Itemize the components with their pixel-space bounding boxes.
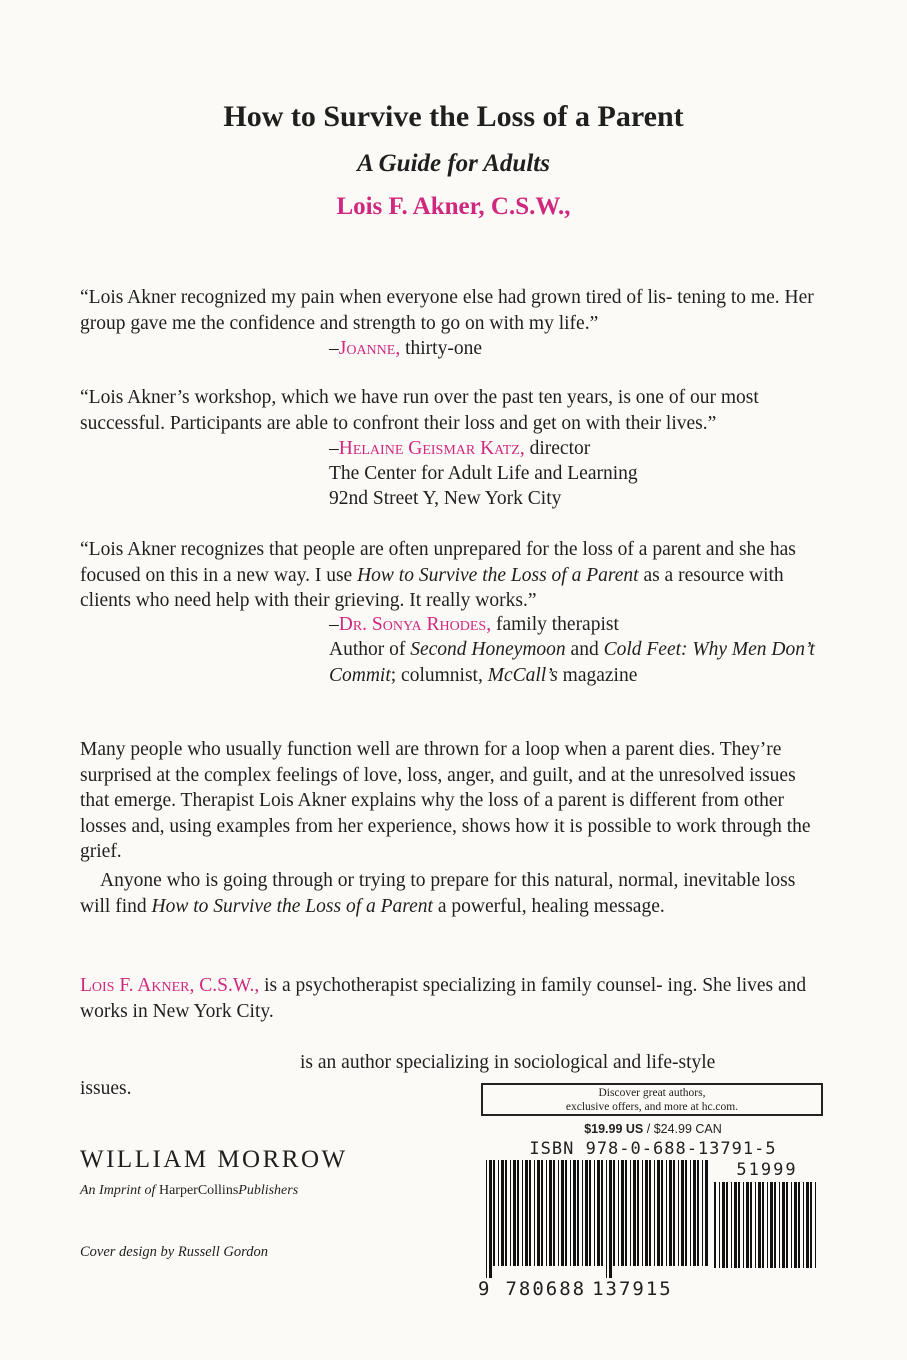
barcode-bar [577, 1160, 579, 1266]
bio-author-name: Lois F. Akner, C.S.W., [80, 975, 260, 996]
barcode-bar [637, 1160, 639, 1266]
barcode-digits-group2: 137915 [592, 1278, 673, 1300]
barcode-bar [606, 1160, 607, 1278]
credentials-prefix: Author of [329, 639, 411, 660]
barcode-bar [565, 1160, 567, 1266]
barcode-bar [522, 1160, 523, 1266]
barcode-bar [743, 1182, 744, 1268]
barcode-bar [755, 1182, 756, 1268]
barcode-bar [549, 1160, 552, 1266]
barcode-bar [493, 1160, 495, 1266]
credentials-book2: Cold Feet: Why Men Don’t Commit [329, 639, 815, 686]
barcode-bar [697, 1160, 699, 1266]
barcode-bar [726, 1182, 728, 1268]
barcode-bar [649, 1160, 651, 1266]
price-code-digits: 51999 [736, 1160, 798, 1180]
barcode-bar [529, 1160, 531, 1266]
barcode-bar [505, 1160, 507, 1266]
credentials-mid: ; columnist, [390, 664, 488, 686]
barcode-bar [762, 1182, 764, 1268]
barcode-bar [669, 1160, 672, 1266]
barcode-bar [806, 1182, 809, 1268]
barcode-bar [534, 1160, 535, 1266]
barcode-bar [702, 1160, 703, 1266]
barcode-bar [758, 1182, 761, 1268]
barcode-bar [734, 1182, 737, 1268]
author-name: Lois F. Akner, C.S.W., [336, 193, 571, 220]
promo-line-1: Discover great authors, [598, 1087, 706, 1099]
barcode-bar [642, 1160, 643, 1266]
barcode-bar [498, 1160, 499, 1266]
barcode-bar [722, 1182, 725, 1268]
quote-1-attribution: –Joanne, thirty-one [329, 338, 482, 359]
barcode-bar [810, 1182, 812, 1268]
barcode-bar [786, 1182, 788, 1268]
promo-box [481, 1083, 823, 1116]
coauthor-bio-line1: is an author specializing in sociological and life-style [300, 1052, 716, 1073]
barcode-bar [774, 1182, 776, 1268]
barcode-bar [782, 1182, 785, 1268]
barcode-bar [625, 1160, 627, 1266]
barcode-bar [719, 1182, 720, 1268]
barcode-bar [779, 1182, 780, 1268]
barcode-bar [585, 1160, 588, 1266]
barcode-bar [553, 1160, 555, 1266]
quote-3-credentials [329, 637, 829, 688]
barcode-bar [815, 1182, 816, 1268]
barcode-bar [517, 1160, 519, 1266]
barcode-bar [558, 1160, 559, 1266]
barcode-bar [794, 1182, 797, 1268]
bio-text: is a psychotherapist specializing in family counsel- ing. She lives and works in New York City. [80, 975, 807, 1022]
price-barcode [712, 1182, 822, 1282]
cover-design-credit: Cover design by Russell Gordon [80, 1244, 268, 1260]
barcode-bar [654, 1160, 655, 1266]
barcode-bar [803, 1182, 804, 1268]
price-label [484, 1122, 822, 1136]
barcode-bar [525, 1160, 528, 1266]
barcode-bar [681, 1160, 684, 1266]
barcode-bar [746, 1182, 749, 1268]
barcode-bar [673, 1160, 675, 1266]
quote-3-text [80, 537, 820, 614]
description-para-2 [80, 868, 820, 919]
quote-2-role: director [524, 438, 591, 459]
barcode-bar [731, 1182, 732, 1268]
quote-2-org-line1: The Center for Adult Life and Learning [329, 463, 638, 484]
book-title: How to Survive the Loss of a Parent [223, 100, 684, 133]
price-can: $24.99 CAN [653, 1122, 722, 1136]
barcode-bar [693, 1160, 696, 1266]
description-para-2-suffix: a powerful, healing message. [432, 895, 665, 917]
quote-3-text-part2: as a resource with clients who need help with their grieving. It really works.” [80, 564, 784, 611]
barcode-bar [618, 1160, 619, 1266]
quote-2-attribution: –Helaine Geismar Katz, director [329, 438, 591, 459]
quote-1-name: Joanne, [338, 338, 401, 359]
credentials-magazine: McCall’s [487, 664, 558, 686]
barcode-bar [537, 1160, 540, 1266]
barcode-digit-first: 9 [478, 1278, 492, 1300]
quote-2-name: Helaine Geismar Katz, [338, 438, 525, 459]
coauthor-bio-line2: issues. [80, 1078, 132, 1099]
barcode-bar [633, 1160, 636, 1266]
price-separator: / [643, 1122, 654, 1136]
barcode-bar [791, 1182, 792, 1268]
description-para-2-title: How to Survive the Loss of a Parent [151, 895, 433, 917]
barcode-bar [601, 1160, 603, 1266]
barcode-bar [678, 1160, 679, 1266]
quote-3-role: family therapist [491, 614, 619, 635]
barcode-bar [685, 1160, 687, 1266]
imprint-name: HarperCollins [158, 1183, 239, 1198]
barcode-bar [546, 1160, 547, 1266]
publisher-name: WILLIAM MORROW [80, 1146, 348, 1173]
barcode-bar [486, 1160, 487, 1278]
barcode-bar [573, 1160, 576, 1266]
barcode-digits [478, 1278, 824, 1300]
barcode-bar [666, 1160, 667, 1266]
barcode-bar [582, 1160, 583, 1266]
description-para-2-prefix: Anyone who is going through or trying to prepare for this natural, normal, inevitable loss will find [80, 870, 796, 917]
barcode-bar [489, 1160, 492, 1278]
quote-3-name: Dr. Sonya Rhodes, [338, 614, 492, 635]
barcode-bar [714, 1182, 716, 1268]
quote-3-text-part1: “Lois Akner recognizes that people are often unprepared for the loss of a parent and she has focused on this in a new way. I use [80, 539, 796, 586]
book-subtitle: A Guide for Adults [357, 150, 550, 177]
barcode-bar [613, 1160, 615, 1266]
barcode-bar [661, 1160, 663, 1266]
barcode-bar [645, 1160, 648, 1266]
quote-1-role: thirty-one [400, 338, 482, 359]
imprint-suffix: Publishers [238, 1183, 299, 1198]
barcode-bar [750, 1182, 752, 1268]
quote-3-attribution: –Dr. Sonya Rhodes, family therapist [329, 614, 619, 635]
credentials-suffix: magazine [557, 664, 638, 686]
quote-2-org-line2: 92nd Street Y, New York City [329, 488, 562, 509]
isbn-barcode [484, 1160, 714, 1280]
quote-1-text: “Lois Akner recognized my pain when everyone else had grown tired of lis- tening to me. Her group gave me the confidence and strength to go on with my life.” [80, 287, 814, 334]
barcode-bar [570, 1160, 571, 1266]
publisher-imprint [80, 1183, 298, 1199]
description-para-1: Many people who usually function well are thrown for a loop when a parent dies. They’re surprised at the complex feelings of love, loss, anger, and guilt, and at the unresolved issues that emerge. Therapist Lois Akner explains why the loss of a parent is different from other losses and, using examples from her experience, shows how it is possible to work through the grief. [80, 739, 811, 862]
barcode-bar [767, 1182, 768, 1268]
barcode-bar [541, 1160, 543, 1266]
barcode-bar [770, 1182, 773, 1268]
barcode-bar [589, 1160, 591, 1266]
promo-line-2: exclusive offers, and more at hc.com. [565, 1101, 739, 1113]
barcode-bar [798, 1182, 800, 1268]
barcode-bar [594, 1160, 595, 1266]
credentials-and: and [565, 639, 604, 660]
barcode-bar [510, 1160, 511, 1266]
barcode-bar [513, 1160, 516, 1266]
barcode-bar [690, 1160, 691, 1266]
barcode-bar [630, 1160, 631, 1266]
barcode-bar [621, 1160, 624, 1266]
author-bio [80, 973, 820, 1024]
barcode-bar [609, 1160, 612, 1278]
barcode-bar [738, 1182, 740, 1268]
barcode-bar [561, 1160, 564, 1266]
isbn-text: ISBN 978-0-688-13791-5 [529, 1139, 777, 1159]
quote-2-text: “Lois Akner’s workshop, which we have run over the past ten years, is one of our most successful. Participants are able to confront their loss and get on with their lives.” [80, 387, 759, 434]
barcode-bar [501, 1160, 504, 1266]
price-us: $19.99 US [584, 1122, 644, 1136]
barcode-bar [705, 1160, 708, 1266]
barcode-bar [657, 1160, 660, 1266]
imprint-prefix: An Imprint of [80, 1183, 159, 1198]
credentials-book1: Second Honeymoon [410, 639, 566, 660]
barcode-bar [597, 1160, 600, 1266]
quote-3-book-title: How to Survive the Loss of a Parent [357, 564, 639, 586]
barcode-digits-group1: 780688 [505, 1278, 587, 1300]
